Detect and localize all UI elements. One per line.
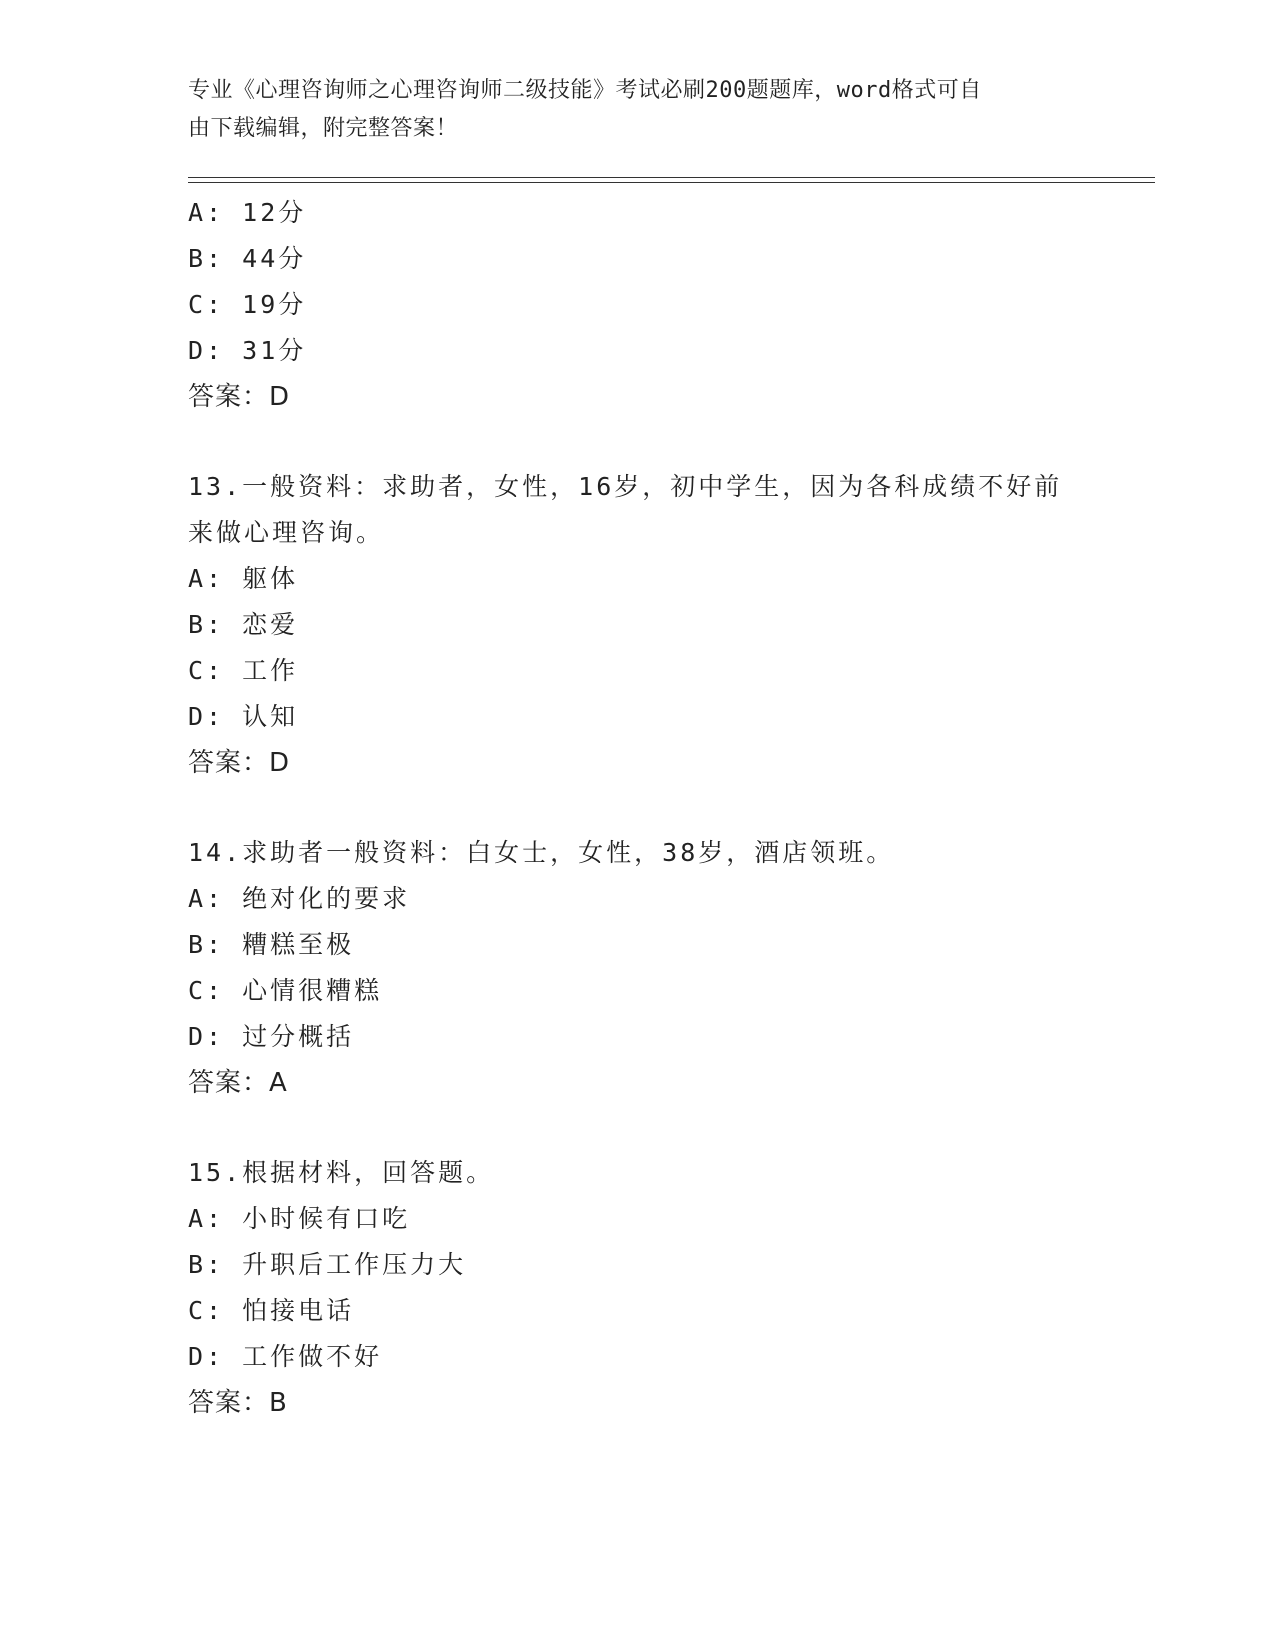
header-divider-bottom — [188, 182, 1155, 183]
option-c: C: 工作 — [188, 656, 299, 685]
option-b: B: 升职后工作压力大 — [188, 1250, 467, 1279]
option-c: C: 心情很糟糕 — [188, 976, 383, 1005]
option-d: D: 过分概括 — [188, 1022, 355, 1051]
question-list — [188, 190, 1088, 1426]
option-d: D: 认知 — [188, 702, 299, 731]
option-a: A: 绝对化的要求 — [188, 884, 411, 913]
answer: 答案：D — [188, 382, 291, 412]
option-a: A: 小时候有口吃 — [188, 1204, 411, 1233]
header-divider-top — [188, 177, 1155, 178]
option-c: C: 19分 — [188, 290, 307, 319]
spacer — [188, 786, 1088, 830]
header-line-2: 由下载编辑，附完整答案！ — [188, 116, 459, 141]
option-b: B: 恋爱 — [188, 610, 299, 639]
option-b: B: 糟糕至极 — [188, 930, 355, 959]
answer: 答案：A — [188, 1068, 288, 1098]
option-d: D: 工作做不好 — [188, 1342, 383, 1371]
spacer — [188, 420, 1088, 464]
question-stem-line-1: 13.一般资料：求助者，女性，16岁，初中学生，因为各科成绩不好前 — [188, 472, 1063, 501]
question-12 — [188, 190, 1088, 420]
spacer — [188, 1106, 1088, 1150]
header-line-1: 专业《心理咨询师之心理咨询师二级技能》考试必刷200题题库，word格式可自 — [188, 78, 982, 103]
option-d: D: 31分 — [188, 336, 307, 365]
question-stem-line-2: 来做心理咨询。 — [188, 518, 385, 547]
option-a: A: 躯体 — [188, 564, 299, 593]
option-c: C: 怕接电话 — [188, 1296, 355, 1325]
question-13 — [188, 464, 1088, 786]
answer: 答案：D — [188, 748, 291, 778]
question-stem: 14.求助者一般资料：白女士，女性，38岁，酒店领班。 — [188, 838, 895, 867]
answer: 答案：B — [188, 1388, 288, 1418]
document-header — [188, 72, 1078, 148]
option-a: A: 12分 — [188, 198, 307, 227]
question-14 — [188, 830, 1088, 1106]
question-15 — [188, 1150, 1088, 1426]
question-stem: 15.根据材料，回答题。 — [188, 1158, 495, 1187]
option-b: B: 44分 — [188, 244, 307, 273]
